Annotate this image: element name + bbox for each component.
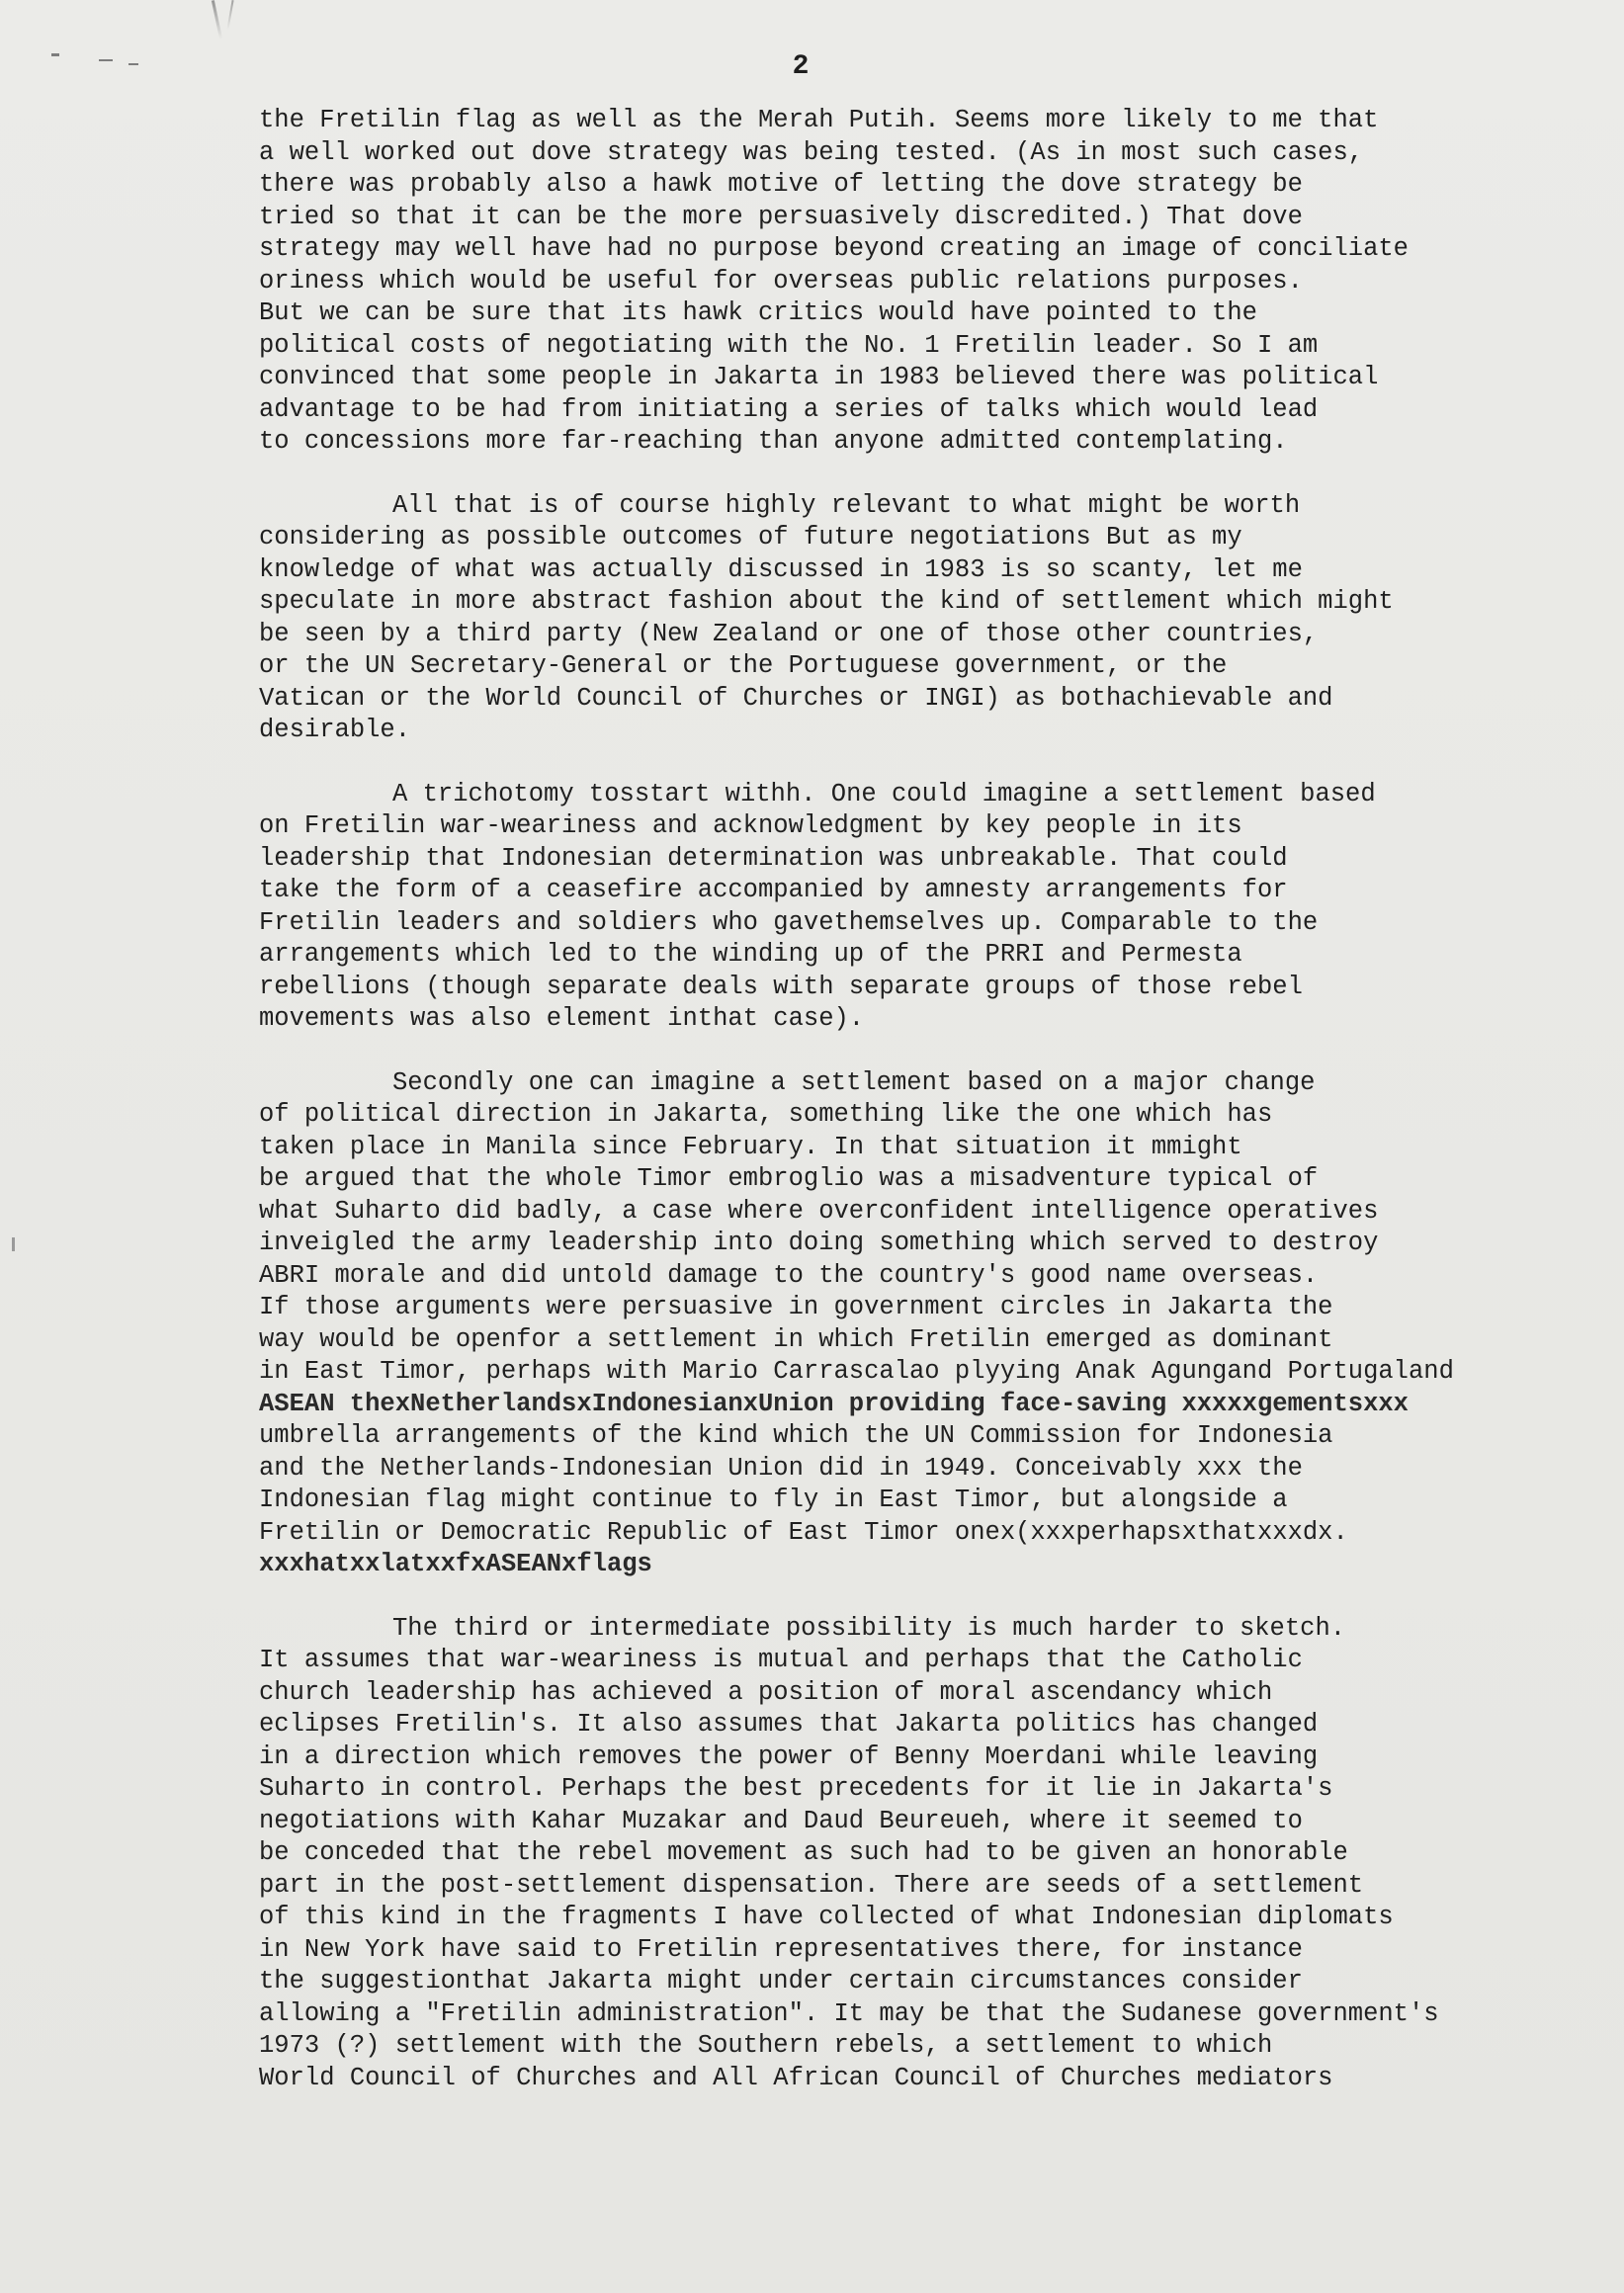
text-line: or the UN Secretary-General or the Portuguese government, or the	[259, 651, 1228, 680]
text-line: part in the post-settlement dispensation. There are seeds of a settlement	[259, 1870, 1364, 1900]
text-line: The third or intermediate possibility is much harder to sketch.	[392, 1613, 1346, 1643]
body-text	[259, 105, 1613, 2126]
text-line: Vatican or the World Council of Churches or INGI) as bothachievable and	[259, 683, 1333, 713]
text-line: there was probably also a hawk motive of letting the dove strategy be	[259, 170, 1303, 199]
text-line: arrangements which led to the winding up of the PRRI and Permesta	[259, 940, 1242, 969]
text-line: a well worked out dove strategy was being tested. (As in most such cases,	[259, 137, 1364, 167]
text-line: inveigled the army leadership into doing something which served to destroy	[259, 1229, 1379, 1257]
scan-speck	[128, 63, 138, 65]
text-line: It assumes that war-weariness is mutual and perhaps that the Catholic	[259, 1646, 1303, 1674]
text-line: take the form of a ceasefire accompanied by amnesty arrangements for	[259, 876, 1288, 904]
struck-out-line: ASEAN thexNetherlandsxIndonesianxUnion providing face-saving xxxxxgementsxxx	[259, 1389, 1409, 1418]
struck-out-line: xxxhatxxlatxxfxASEANxflags	[259, 1550, 652, 1578]
text-line: Fretilin leaders and soldiers who gavethemselves up. Comparable to the	[259, 907, 1319, 937]
text-line: Indonesian flag might continue to fly in East Timor, but alongside a	[259, 1486, 1288, 1514]
text-line: If those arguments were persuasive in government circles in Jakarta the	[259, 1293, 1333, 1321]
text-line: strategy may well have had no purpose beyond creating an image of conciliate	[259, 234, 1409, 263]
text-line: church leadership has achieved a position of moral ascendancy which	[259, 1677, 1273, 1707]
text-line: be conceded that the rebel movement as such had to be given an honorable	[259, 1838, 1348, 1867]
text-line: movements was also element inthat case).	[259, 1004, 865, 1033]
text-line: Suharto in control. Perhaps the best precedents for it lie in Jakarta's	[259, 1774, 1333, 1803]
text-line: negotiations with Kahar Muzakar and Daud Beureueh, where it seemed to	[259, 1806, 1303, 1835]
paragraph-4	[259, 1067, 1613, 1581]
text-line: considering as possible outcomes of future negotiations But as my	[259, 523, 1242, 552]
text-line: tried so that it can be the more persuasively discredited.) That dove	[259, 202, 1303, 231]
text-line: convinced that some people in Jakarta in 1983 believed there was political	[259, 363, 1379, 391]
text-line: oriness which would be useful for overseas public relations purposes.	[259, 266, 1303, 296]
scan-speck	[99, 59, 113, 61]
text-line: and the Netherlands-Indonesian Union did in 1949. Conceivably xxx the	[259, 1453, 1303, 1483]
text-line: leadership that Indonesian determination was unbreakable. That could	[259, 843, 1288, 873]
text-line: eclipses Fretilin's. It also assumes that Jakarta politics has changed	[259, 1710, 1319, 1739]
text-line: what Suharto did badly, a case where overconfident intelligence operatives	[259, 1196, 1379, 1226]
paragraph-1	[259, 105, 1613, 459]
text-line: be argued that the whole Timor embroglio was a misadventure typical of	[259, 1164, 1319, 1193]
text-line: of political direction in Jakarta, something like the one which has	[259, 1100, 1273, 1129]
paragraph-2	[259, 490, 1613, 747]
text-line: of this kind in the fragments I have collected of what Indonesian diplomats	[259, 1903, 1394, 1931]
text-line: speculate in more abstract fashion about the kind of settlement which might	[259, 587, 1394, 616]
paragraph-3	[259, 779, 1613, 1036]
paragraph-5	[259, 1613, 1613, 2095]
text-line: way would be openfor a settlement in which Fretilin emerged as dominant	[259, 1324, 1333, 1354]
text-line: in a direction which removes the power of Benny Moerdani while leaving	[259, 1741, 1319, 1771]
scan-speck	[12, 1237, 15, 1251]
text-line: umbrella arrangements of the kind which the UN Commission for Indonesia	[259, 1421, 1333, 1450]
text-line: the suggestionthat Jakarta might under certain circumstances consider	[259, 1967, 1303, 1996]
text-line: be seen by a third party (New Zealand or one of those other countries,	[259, 619, 1319, 648]
text-line: on Fretilin war-weariness and acknowledgment by key people in its	[259, 811, 1242, 840]
text-line: the Fretilin flag as well as the Merah Putih. Seems more likely to me that	[259, 106, 1379, 134]
text-line: 1973 (?) settlement with the Southern rebels, a settlement to which	[259, 2031, 1273, 2060]
text-line: in East Timor, perhaps with Mario Carrascalao plyying Anak Agungand Portugaland	[259, 1357, 1454, 1386]
scan-speck	[51, 53, 59, 56]
text-line: allowing a "Fretilin administration". It may be that the Sudanese government's	[259, 1998, 1439, 2028]
scan-mark	[226, 0, 233, 30]
text-line: taken place in Manila since February. In that situation it mmight	[259, 1132, 1242, 1161]
scan-mark	[212, 0, 222, 40]
text-line: desirable.	[259, 716, 411, 744]
text-line: knowledge of what was actually discussed in 1983 is so scanty, let me	[259, 554, 1303, 584]
text-line: rebellions (though separate deals with separate groups of those rebel	[259, 972, 1303, 1001]
text-line: A trichotomy tosstart withh. One could imagine a settlement based	[392, 779, 1376, 808]
text-line: World Council of Churches and All African Council of Churches mediators	[259, 2063, 1333, 2092]
text-line: Fretilin or Democratic Republic of East Timor onex(xxxperhapsxthatxxxdx.	[259, 1517, 1348, 1547]
text-line: But we can be sure that its hawk critics would have pointed to the	[259, 298, 1257, 327]
page-number: 2	[792, 51, 810, 82]
text-line: political costs of negotiating with the No. 1 Fretilin leader. So I am	[259, 330, 1319, 360]
text-line: advantage to be had from initiating a series of talks which would lead	[259, 394, 1319, 424]
text-line: in New York have said to Fretilin representatives there, for instance	[259, 1934, 1303, 1964]
text-line: Secondly one can imagine a settlement based on a major change	[392, 1067, 1316, 1097]
text-line: All that is of course highly relevant to what might be worth	[392, 490, 1301, 520]
text-line: to concessions more far-reaching than anyone admitted contemplating.	[259, 427, 1288, 456]
text-line: ABRI morale and did untold damage to the country's good name overseas.	[259, 1260, 1319, 1290]
